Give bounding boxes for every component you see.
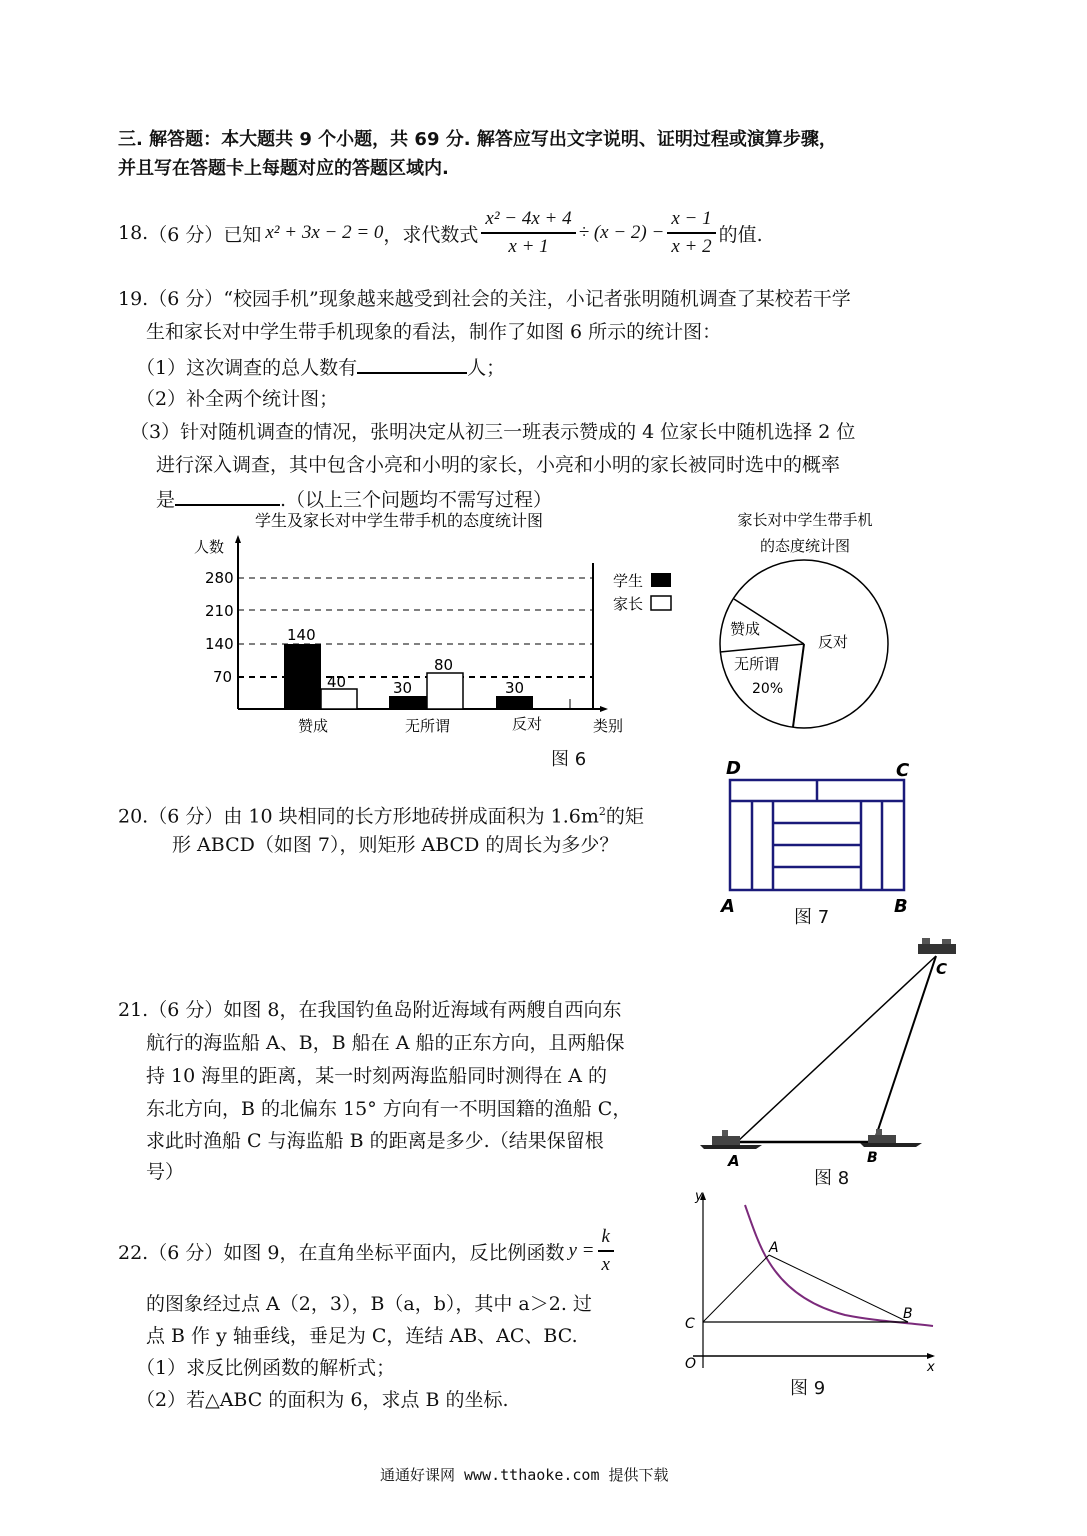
bar-chart-title: 学生及家长对中学生带手机的态度统计图 — [255, 511, 544, 530]
figure-9-graph — [675, 1188, 955, 1378]
label-80: 80 — [434, 656, 454, 674]
x-axis-arrow-icon — [600, 706, 608, 712]
q19-line2: 生和家长对中学生带手机现象的看法，制作了如图 6 所示的统计图： — [146, 321, 722, 343]
q19-sub3-post: .（以上三个问题均不需写过程） — [280, 489, 553, 511]
q22-function-fraction — [598, 1224, 614, 1278]
figure-7-tiles — [718, 758, 918, 917]
q22-sub2: （2）若△ABC 的面积为 6，求点 B 的坐标. — [136, 1389, 509, 1411]
q21-line4: 东北方向，B 的北偏东 15° 方向有一不明国籍的渔船 C， — [146, 1098, 632, 1120]
label-30-a: 30 — [393, 679, 413, 697]
ship-c-icon — [918, 938, 956, 954]
q19-sub3-pre: 是 — [156, 489, 176, 511]
q22-func-numerator: k — [598, 1224, 614, 1252]
q22-func-lhs: y = — [568, 1240, 595, 1261]
q19-sub1 — [136, 354, 505, 380]
q18-equation: x² + 3x − 2 = 0 — [265, 222, 384, 243]
label-a: A — [721, 896, 735, 917]
q19-answer-blank-1[interactable] — [357, 354, 467, 374]
point-label-a: A — [769, 1240, 779, 1256]
category-zancheng: 赞成 — [298, 717, 329, 735]
legend-parent-label: 家长 — [613, 595, 644, 613]
pie-title-line2: 的态度统计图 — [759, 537, 851, 555]
bar-parent-wusuowei — [427, 673, 463, 709]
q20-line1-text: 20.（6 分）由 10 块相同的长方形地砖拼成面积为 1.6m — [118, 805, 599, 828]
legend-parent-swatch — [651, 596, 671, 610]
q18-fraction-2 — [667, 206, 715, 260]
pie-label-zancheng: 赞成 — [730, 620, 761, 638]
ship-a-icon — [700, 1130, 762, 1149]
label-40: 40 — [327, 673, 347, 691]
footer-source: 通通好课网 www.tthaoke.com 提供下载 — [380, 1466, 669, 1484]
q21-line1: 21.（6 分）如图 8，在我国钓鱼岛附近海域有两艘自西向东 — [118, 999, 622, 1021]
legend-student-swatch — [651, 573, 671, 587]
bar-chart — [180, 505, 680, 745]
q20-line1 — [118, 800, 644, 828]
pie-label-20-percent: 20% — [752, 681, 784, 697]
q18-text-mid: ，求代数式 — [383, 223, 479, 246]
q18-frac2-numerator: x − 1 — [667, 206, 715, 234]
q18-frac1-denominator: x + 1 — [508, 236, 549, 257]
q19-sub3-line2: 进行深入调查，其中包含小亮和小明的家长，小亮和小明的家长被同时选中的概率 — [156, 454, 841, 476]
ship-label-c: C — [936, 960, 948, 978]
ytick-280: 280 — [205, 569, 234, 587]
legend-student-label: 学生 — [613, 572, 644, 590]
q22-func-denominator: x — [601, 1254, 610, 1275]
q22-sub1: （1）求反比例函数的解析式； — [136, 1357, 396, 1379]
q21-line3: 持 10 海里的距离，某一时刻两海监船同时测得在 A 的 — [146, 1065, 608, 1087]
q19-line1: 19.（6 分）“校园手机”现象越来越受到社会的关注，小记者张明随机调查了某校若干学 — [118, 288, 851, 310]
q18-frac2-denominator: x + 2 — [671, 236, 712, 257]
line-ab — [769, 1255, 908, 1322]
q20-line1-post: 的矩 — [605, 805, 644, 828]
q19-answer-blank-2[interactable] — [175, 486, 280, 506]
q18-text-pre: 已知 — [223, 223, 262, 246]
q21-line5: 求此时渔船 C 与海监船 B 的距离是多少.（结果保留根 — [146, 1130, 604, 1152]
q19-sub2: （2）补全两个统计图； — [136, 388, 339, 410]
x-axis-arrow-icon — [927, 1353, 935, 1359]
label-c: C — [896, 760, 910, 781]
label-b: B — [894, 896, 908, 917]
q19-sub3-line1: （3）针对随机调查的情况，张明决定从初三一班表示赞成的 4 位家长中随机选择 2 位 — [130, 421, 856, 443]
y-axis-label: 人数 — [194, 538, 225, 556]
figure-8-ships — [690, 930, 980, 1170]
category-wusuowei: 无所谓 — [405, 717, 451, 735]
line-bc — [876, 956, 936, 1136]
figure-7-caption: 图 7 — [794, 907, 830, 928]
pie-title-line1: 家长对中学生带手机 — [737, 511, 873, 529]
bar-student-fandui — [496, 696, 533, 709]
point-label-b: B — [903, 1306, 913, 1322]
q22-line1 — [118, 1224, 617, 1278]
axis-label-y: y — [695, 1189, 703, 1204]
q18-number: 18. — [118, 222, 149, 244]
q22-line2: 的图象经过点 A（2，3），B（a，b），其中 a＞2. 过 — [146, 1293, 592, 1315]
point-label-c: C — [685, 1316, 695, 1332]
question-18 — [118, 202, 763, 264]
y-axis-arrow-icon — [235, 535, 241, 543]
q19-sub1-unit: 人； — [467, 357, 506, 379]
pie-label-fandui: 反对 — [818, 633, 849, 651]
figure-6-caption: 图 6 — [551, 749, 587, 770]
line-ac — [703, 1255, 769, 1322]
ship-b-icon — [860, 1129, 922, 1147]
axis-label-x: x — [927, 1360, 935, 1375]
x-axis-label: 类别 — [593, 717, 624, 735]
q18-text-post: 的值. — [718, 223, 763, 246]
q21-line6: 号） — [146, 1161, 185, 1183]
label-d: D — [726, 758, 741, 779]
figure-8-caption: 图 8 — [814, 1168, 850, 1189]
figure-9-caption: 图 9 — [790, 1378, 826, 1399]
q18-frac1-numerator: x² − 4x + 4 — [481, 206, 575, 234]
pie-label-wusuowei: 无所谓 — [734, 655, 780, 673]
origin-label: O — [685, 1356, 697, 1372]
pie-chart — [700, 505, 910, 735]
ytick-140: 140 — [205, 635, 234, 653]
q22-line3: 点 B 作 y 轴垂线，垂足为 C，连结 AB、AC、BC. — [146, 1325, 578, 1347]
bar-student-zancheng — [284, 644, 321, 709]
q18-middle: ÷ (x − 2) − — [578, 222, 665, 243]
section-heading-line1: 三. 解答题：本大题共 9 个小题，共 69 分. 解答应写出文字说明、证明过程或演算步骤， — [118, 129, 837, 150]
q20-line2: 形 ABCD（如图 7），则矩形 ABCD 的周长为多少？ — [172, 834, 619, 856]
ytick-70: 70 — [213, 668, 233, 686]
ship-label-b: B — [867, 1150, 878, 1166]
q21-line2: 航行的海监船 A、B，B 船在 A 船的正东方向，且两船保 — [146, 1032, 625, 1054]
line-ac — [737, 956, 936, 1142]
q20-superscript: 2 — [598, 805, 606, 818]
section-heading-line2: 并且写在答题卡上每题对应的答题区域内. — [118, 158, 449, 179]
q18-score: （6 分） — [148, 223, 224, 246]
bar-student-wusuowei — [389, 696, 427, 709]
label-30-b: 30 — [505, 679, 525, 697]
q18-fraction-1 — [481, 206, 575, 260]
q22-line1-text: 22.（6 分）如图 9，在直角坐标平面内，反比例函数 — [118, 1241, 565, 1264]
ship-label-a: A — [728, 1152, 740, 1170]
category-fandui: 反对 — [512, 715, 543, 733]
label-140: 140 — [287, 626, 316, 644]
q19-sub1-text: （1）这次调查的总人数有 — [136, 357, 358, 379]
ytick-210: 210 — [205, 602, 234, 620]
bar-parent-zancheng — [321, 689, 357, 709]
